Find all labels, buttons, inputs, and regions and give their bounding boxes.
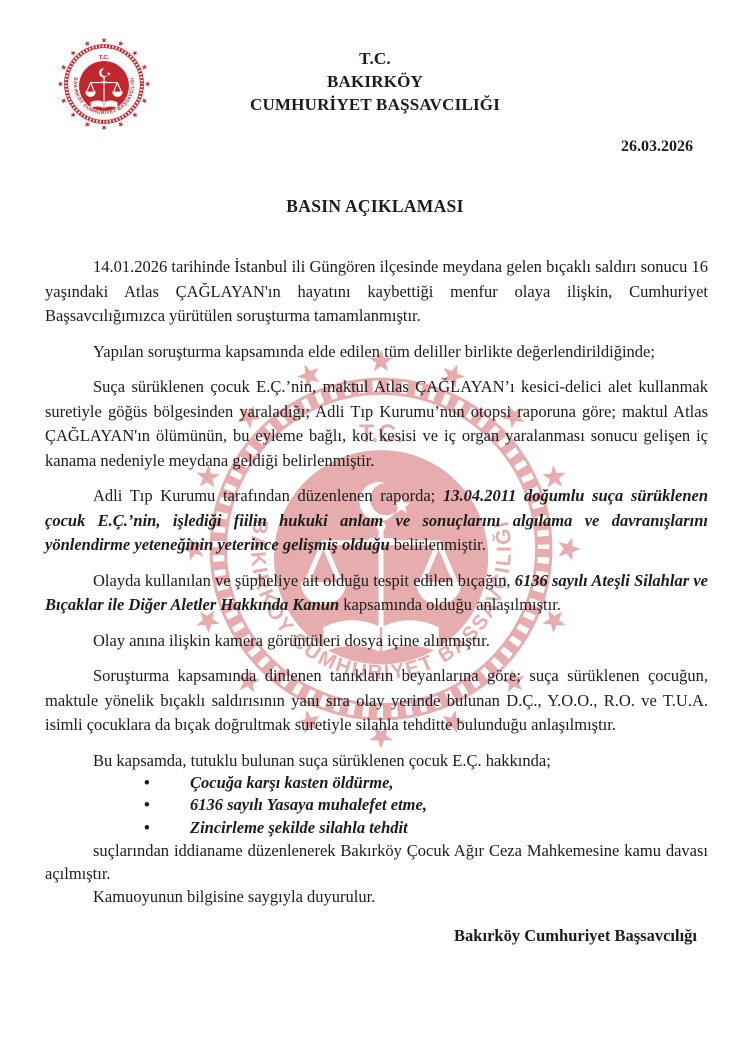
letterhead [0, 47, 750, 116]
paragraph-forensic-report: Adli Tıp Kurumu tarafından düzenlenen raporda; 13.04.2011 doğumlu suça sürüklenen çocuk E.Ç.’nin, işlediği fiilin hukuki anlam ve sonuçlarını algılama ve davranışlarını yönlendirme yeteneğinin yeterince gelişmiş olduğu belirlenmiştir. [45, 486, 709, 554]
charge-item-murder: • Çocuğa karşı kasten öldürme, [45, 772, 708, 795]
final-line: Kamuoyunun bilgisine saygıyla duyurulur. [93, 887, 376, 906]
paragraph-evidence: Yapılan soruşturma kapsamında elde edilen tüm deliller birlikte değerlendirildiğinde; [93, 341, 655, 361]
press-release-title: BASIN AÇIKLAMASI [286, 196, 464, 216]
closing-paragraph: suçlarından iddianame düzenlenerek Bakırköy Çocuk Ağır Ceza Mahkemesine kamu davası açılmıştır. [45, 841, 708, 883]
letterhead-line-tc: T.C. [359, 49, 391, 68]
paragraph-camera-footage: Olay anına ilişkin kamera görüntüleri dosya içine alınmıştır. [93, 630, 490, 650]
charge-item-law6136: • 6136 sayılı Yasaya muhalefet etme, [45, 794, 708, 817]
letterhead-line-district: BAKIRKÖY [326, 72, 424, 91]
signature: Bakırköy Cumhuriyet Başsavcılığı [454, 926, 697, 945]
charges-intro: Bu kapsamda, tutuklu bulunan suça sürüklenen çocuk E.Ç. hakkında; [93, 750, 551, 770]
document-body [45, 255, 708, 947]
paragraph-knife-law: Olayda kullanılan ve şüpheliye ait olduğu tespit edilen bıçağın, 6136 sayılı Ateşli Silahlar ve Bıçaklar ile Diğer Aletler Hakkında Kanun kapsamında olduğu anlaşılmıştır. [45, 570, 709, 614]
charge-item-threat: • Zincirleme şekilde silahla tehdit [45, 817, 708, 840]
letterhead-line-office: CUMHURİYET BAŞSAVCILIĞI [249, 95, 501, 114]
document-date: 26.03.2026 [621, 138, 693, 155]
paragraph-witnesses: Soruşturma kapsamında dinlenen tanıkların beyanlarına göre; suça sürüklenen çocuğun, maktule yönelik bıçaklı saldırısının yanı sıra olay yerinde bulunan D.Ç., Y.O.O., R.O. ve T.U.A. isimli çocuklara da bıçak doğrultmak suretiyle silahla tehditte bulunduğu anlaşılmıştır. [45, 666, 708, 734]
charges-section [45, 749, 708, 948]
paragraph-incident: 14.01.2026 tarihinde İstanbul ili Güngören ilçesinde meydana gelen bıçaklı saldırı sonucu 16 yaşındaki Atlas ÇAĞLAYAN'ın hayatını kaybettiği menfur olaya ilişkin, Cumhuriyet Başsavcılığımızca yürütülen soruşturma tamamlanmıştır. [45, 257, 708, 325]
charges-list [45, 772, 708, 840]
paragraph-autopsy: Suça sürüklenen çocuk E.Ç.’nin, maktul Atlas ÇAĞLAYAN’ı kesici-delici alet kullanmak suretiyle göğüs bölgesinden yaraladığı; Adli Tıp Kurumu’nun otopsi raporuna göre; maktul Atlas ÇAĞLAYAN'ın ölümünün, bu eyleme bağlı, kot kesisi ve iç organ yaralanması sonucu gelişen iç kanama nedeniyle meydana geldiği belirlenmiştir. [45, 377, 708, 470]
